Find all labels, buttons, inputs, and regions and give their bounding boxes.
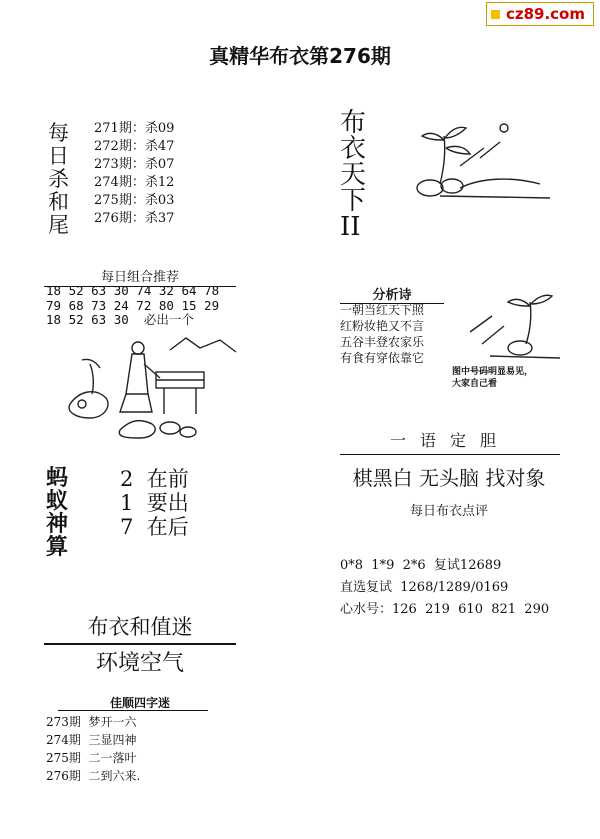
poem-line: 五谷丰登农家乐: [340, 335, 425, 349]
daily-kill-row: 273期：杀07: [94, 157, 175, 172]
numbers-line: 心水号：126 219 610 821 290: [340, 602, 550, 617]
combo-row: 18 52 63 30 必出一个: [46, 312, 194, 327]
combo-row: 79 68 73 24 72 80 15 29: [46, 297, 220, 313]
analysis-poem: [340, 302, 424, 366]
daily-kill-title-char: 日: [48, 144, 69, 168]
four-char-riddle-row: 276期 二到六来.: [46, 769, 141, 783]
daily-kill-row: 272期：杀47: [94, 139, 175, 154]
daily-kill-title-char: 尾: [48, 213, 69, 237]
daily-kill-title: [48, 122, 72, 237]
ant-prediction-line: 2 在前: [120, 467, 189, 491]
sum-riddle-title: 布衣和值迷: [44, 611, 236, 645]
four-char-riddle-row: 274期 三显四神: [46, 733, 137, 747]
buyi-tianxia-title: [340, 110, 368, 240]
daily-kill-title-char: 每: [48, 121, 69, 145]
sum-riddle-answer: 环境空气: [95, 651, 184, 676]
poem-plant-illustration: [460, 292, 570, 362]
daily-kill-row: 276期：杀37: [94, 211, 175, 226]
numbers-line: 直选复试 1268/1289/0169: [340, 580, 509, 595]
poem-caption-line: 大家自己看: [452, 379, 498, 389]
ant-prediction-line: 1 要出: [120, 491, 189, 515]
four-char-riddle-row: 275期 二一落叶: [46, 751, 137, 765]
daily-kill-title-char: 杀: [48, 167, 69, 191]
ant-predictions: [120, 467, 189, 539]
ant-prediction-line: 7 在后: [120, 515, 189, 539]
daily-kill-row: 271期：杀09: [94, 121, 175, 136]
poem-caption: [452, 366, 533, 390]
daily-kill-row: 275期：杀03: [94, 193, 175, 208]
combo-numbers: [46, 284, 219, 328]
ant-divination-title: [46, 467, 72, 559]
poem-caption-line: 图中号码明显易见，: [452, 367, 534, 377]
combo-row: 18 52 63 30 74 32 64 78: [46, 283, 220, 298]
daily-kill-row: 274期：杀12: [94, 175, 175, 190]
daily-comment: 棋黑白 无头脑 找对象: [352, 466, 546, 490]
poem-line: 有食有穿依靠它: [340, 351, 425, 365]
combo-title: 每日组合推荐: [44, 266, 236, 287]
buyi-title-char: 衣: [340, 134, 367, 164]
poem-line: 红粉妆艳又不言: [340, 319, 425, 333]
poem-line: 一朝当红天下照: [340, 303, 425, 317]
recommended-numbers: [340, 555, 549, 621]
ant-title-char: 算: [46, 535, 69, 560]
buyi-title-char: II: [340, 212, 361, 242]
four-char-riddle-title: 佳顺四字迷: [109, 696, 170, 710]
watermark-text: cz89.com: [505, 5, 585, 23]
daily-kill-list: [94, 120, 174, 228]
ant-title-char: 神: [46, 512, 69, 537]
ant-title-char: 蚂: [46, 466, 69, 491]
site-watermark: [486, 2, 594, 26]
daily-comment-subtitle: 每日布衣点评: [409, 504, 488, 519]
one-word-title: 一语定胆: [340, 428, 560, 455]
four-char-riddle-list: [46, 713, 140, 785]
four-char-divider: [58, 710, 208, 711]
watermark-square-icon: [491, 10, 500, 19]
ant-title-char: 蚁: [46, 489, 69, 514]
buyi-title-char: 天: [340, 160, 367, 190]
numbers-line: 0*8 1*9 2*6 复试12689: [340, 558, 502, 573]
page-title: 真精华布衣第276期: [209, 44, 391, 68]
buyi-title-char: 下: [340, 186, 367, 216]
plant-sketch-illustration: [400, 118, 550, 208]
analysis-poem-title: 分析诗: [340, 284, 444, 304]
lady-garden-illustration: [60, 334, 240, 444]
buyi-title-char: 布: [340, 108, 367, 138]
daily-kill-title-char: 和: [48, 190, 69, 214]
four-char-riddle-row: 273期 梦开一六: [46, 715, 137, 729]
